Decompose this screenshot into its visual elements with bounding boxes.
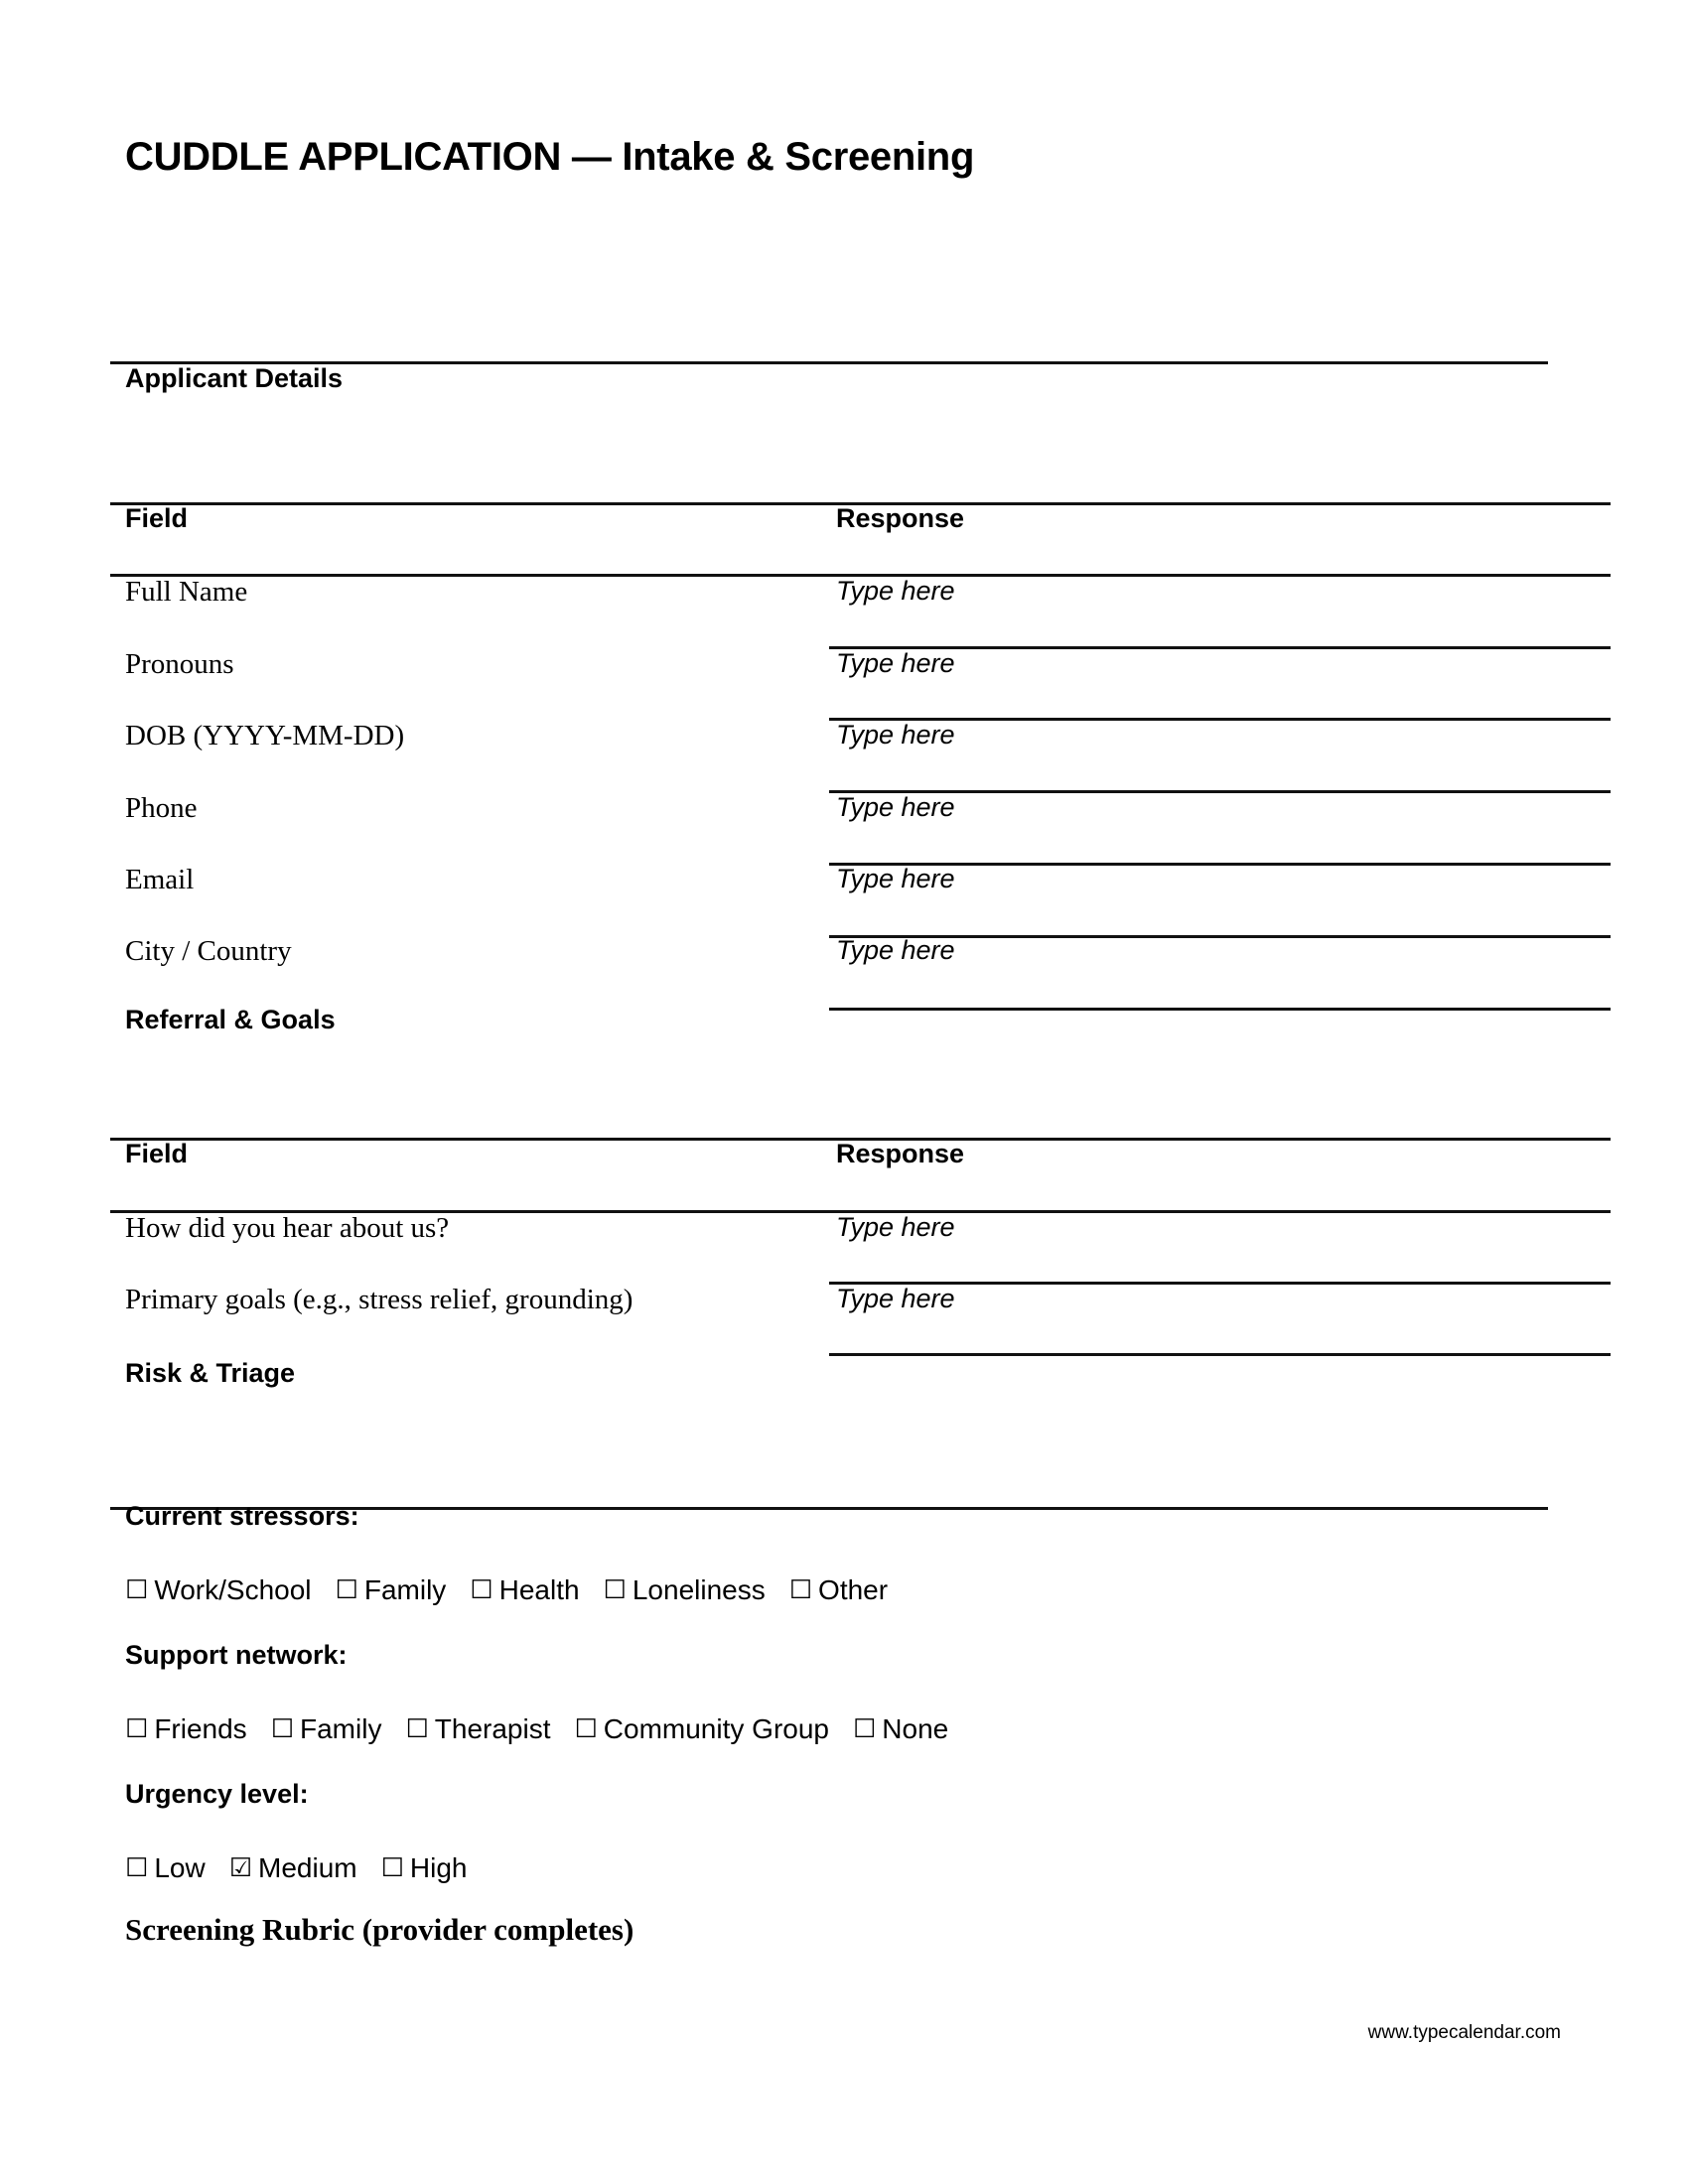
- checkbox-low[interactable]: [125, 1852, 206, 1884]
- checkbox-unchecked-icon: ☐: [335, 1575, 358, 1605]
- field-label-primary-goals: Primary goals (e.g., stress relief, grounding): [125, 1284, 633, 1315]
- checkbox-medium[interactable]: [229, 1852, 357, 1884]
- field-label-pronouns: Pronouns: [125, 648, 234, 680]
- column-header-response: Response: [836, 503, 965, 533]
- field-label-full-name: Full Name: [125, 576, 248, 608]
- option-label: None: [882, 1713, 949, 1744]
- current-stressors-options: [125, 1574, 888, 1606]
- section-heading-risk-triage: Risk & Triage: [125, 1358, 296, 1388]
- option-label: Loneliness: [632, 1574, 766, 1605]
- pronouns-input[interactable]: Type here: [836, 648, 955, 678]
- field-label-dob: DOB (YYYY-MM-DD): [125, 720, 405, 751]
- checkbox-unchecked-icon: ☐: [380, 1853, 404, 1883]
- urgency-level-options: [125, 1852, 468, 1884]
- section-heading-screening-rubric: Screening Rubric (provider completes): [125, 1912, 634, 1947]
- checkbox-unchecked-icon: ☐: [470, 1575, 493, 1605]
- field-label-email: Email: [125, 864, 195, 895]
- checkbox-loneliness[interactable]: [604, 1574, 766, 1606]
- response-underline: [829, 1353, 1611, 1356]
- checkbox-family-support[interactable]: [271, 1713, 382, 1745]
- checkbox-unchecked-icon: ☐: [125, 1575, 149, 1605]
- column-header-response: Response: [836, 1139, 965, 1168]
- checkbox-checked-icon: ☑: [228, 1853, 252, 1883]
- referral-source-input[interactable]: Type here: [836, 1212, 955, 1242]
- group-label-support-network: Support network:: [125, 1640, 348, 1670]
- group-label-current-stressors: Current stressors:: [125, 1501, 359, 1531]
- column-header-field: Field: [125, 503, 189, 533]
- checkbox-work-school[interactable]: [125, 1574, 312, 1606]
- checkbox-unchecked-icon: ☐: [125, 1853, 149, 1883]
- option-label: Family: [300, 1713, 382, 1744]
- option-label: Low: [154, 1852, 206, 1883]
- checkbox-community-group[interactable]: [574, 1713, 829, 1745]
- field-label-city-country: City / Country: [125, 935, 292, 967]
- checkbox-health[interactable]: [470, 1574, 579, 1606]
- city-country-input[interactable]: Type here: [836, 935, 955, 965]
- option-label: High: [409, 1852, 468, 1883]
- phone-input[interactable]: Type here: [836, 792, 955, 822]
- checkbox-unchecked-icon: ☐: [788, 1575, 813, 1605]
- checkbox-unchecked-icon: ☐: [574, 1714, 598, 1744]
- option-label: Community Group: [603, 1713, 829, 1744]
- checkbox-unchecked-icon: ☐: [603, 1575, 627, 1605]
- option-label: Health: [498, 1574, 580, 1605]
- option-label: Therapist: [434, 1713, 551, 1744]
- group-label-urgency-level: Urgency level:: [125, 1779, 309, 1809]
- checkbox-unchecked-icon: ☐: [270, 1714, 294, 1744]
- email-input[interactable]: Type here: [836, 864, 955, 893]
- section-heading-applicant-details: Applicant Details: [125, 363, 344, 393]
- field-label-referral-source: How did you hear about us?: [125, 1212, 450, 1244]
- checkbox-high[interactable]: [381, 1852, 468, 1884]
- document-title: CUDDLE APPLICATION — Intake & Screening: [125, 135, 975, 179]
- checkbox-none[interactable]: [853, 1713, 948, 1745]
- column-header-field: Field: [125, 1139, 189, 1168]
- section-heading-referral-goals: Referral & Goals: [125, 1005, 336, 1034]
- checkbox-family[interactable]: [336, 1574, 447, 1606]
- checkbox-unchecked-icon: ☐: [125, 1714, 149, 1744]
- option-label: Friends: [154, 1713, 247, 1744]
- footer-website: www.typecalendar.com: [1367, 2022, 1561, 2043]
- checkbox-unchecked-icon: ☐: [405, 1714, 429, 1744]
- checkbox-other[interactable]: [789, 1574, 888, 1606]
- checkbox-friends[interactable]: [125, 1713, 247, 1745]
- option-label: Medium: [258, 1852, 357, 1883]
- option-label: Other: [818, 1574, 889, 1605]
- checkbox-unchecked-icon: ☐: [852, 1714, 877, 1744]
- support-network-options: [125, 1713, 948, 1745]
- field-label-phone: Phone: [125, 792, 198, 824]
- checkbox-therapist[interactable]: [405, 1713, 550, 1745]
- primary-goals-input[interactable]: Type here: [836, 1284, 955, 1313]
- option-label: Family: [363, 1574, 447, 1605]
- response-underline: [829, 1008, 1611, 1011]
- dob-input[interactable]: Type here: [836, 720, 955, 750]
- option-label: Work/School: [154, 1574, 312, 1605]
- full-name-input[interactable]: Type here: [836, 576, 955, 606]
